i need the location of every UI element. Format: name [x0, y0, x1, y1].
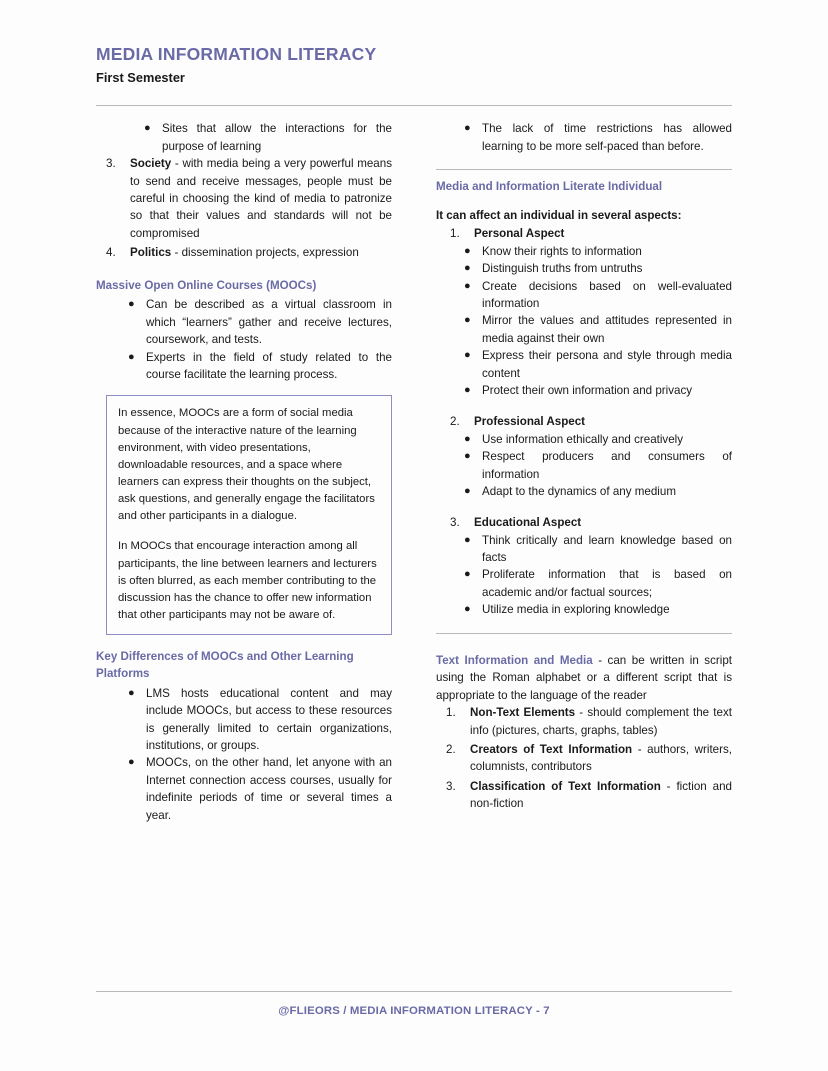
list-item-term: Creators of Text Information [470, 743, 633, 756]
bullet-dot-icon: ● [464, 244, 471, 257]
list-item [96, 120, 392, 155]
list-item-text: Experts in the field of study related to the course facilitate the learning process. [146, 350, 392, 381]
section-heading-moocs: Massive Open Online Courses (MOOCs) [96, 278, 317, 292]
list-number: 3. [446, 779, 456, 793]
list-item-text: MOOCs, on the other hand, let anyone with an Internet connection access courses, usually for indefinite periods of time or several times a year. [146, 756, 392, 822]
list-item-term: Non-Text Elements [470, 706, 576, 720]
list-item [96, 349, 392, 384]
list-item-text: Proliferate information that is based on academic and/or factual sources; [482, 568, 732, 599]
list-item [436, 312, 732, 347]
list-item-text: Know their rights to information [482, 244, 642, 258]
bullet-dot-icon: ● [128, 350, 135, 363]
list-item-text: Think critically and learn knowledge based on facts [482, 533, 732, 565]
list-item-dash: - [171, 246, 182, 260]
bullet-dot-icon: ● [128, 298, 135, 311]
aspect-list-1 [436, 225, 732, 242]
spacer [436, 170, 732, 179]
callout-paragraph: In MOOCs that encourage interaction among all participants, the line between learners and lecturers is often blurred, as each member contributing to the discussion has the chance to offer new information that other participants may not be aware of. [118, 540, 377, 622]
key-differences-section [96, 649, 392, 824]
list-item-term: Classification of Text Information [470, 779, 661, 793]
text-information-intro [436, 652, 732, 705]
text-information-intro-text: - can be written in script using the Roman alphabet or a different script that is appropriate to the language of the reader [436, 653, 732, 702]
aspect-list-3 [436, 514, 732, 531]
list-item-text: Mirror the values and attitudes represented in media against their own [482, 314, 732, 345]
moocs-bullet-list [96, 296, 392, 383]
list-item [436, 431, 732, 448]
list-item-dash: - [632, 743, 648, 756]
right-column [436, 120, 732, 814]
spacer [436, 500, 732, 514]
list-item-text: dissemination projects, expression [181, 246, 359, 260]
spacer [436, 399, 732, 413]
spacer [436, 634, 732, 652]
header-divider [96, 105, 732, 106]
list-item-text: The lack of time restrictions has allowed learning to be more self-paced than before. [482, 122, 732, 153]
list-number: 4. [106, 246, 116, 260]
list-item [436, 566, 732, 601]
list-item-text: Create decisions based on well-evaluated information [482, 279, 732, 310]
page-content [96, 44, 732, 824]
bullet-dot-icon: ● [464, 349, 471, 362]
bullet-dot-icon: ● [464, 383, 471, 396]
bullet-dot-icon: ● [144, 122, 151, 135]
list-item-text: Can be described as a virtual classroom in which “learners” gather and receive lectures, coursework, and tests. [146, 298, 392, 347]
bullet-dot-icon: ● [464, 484, 471, 497]
bullet-dot-icon: ● [464, 432, 471, 445]
list-item [436, 778, 732, 813]
list-item-text: fiction and non-fiction [470, 779, 732, 811]
list-item [436, 704, 732, 739]
aspect-bullets-1 [436, 243, 732, 400]
callout-paragraph: In essence, MOOCs are a form of social media because of the interactive nature of the learning environment, with video presentations, downloadable resources, and a space where learners can express their thoughts on the subject, ask questions, and generally engage the facilitators and other participants in a dialogue. [118, 407, 375, 523]
list-item-dash: - [171, 157, 183, 171]
spacer [436, 155, 732, 169]
list-item [436, 514, 732, 531]
list-item [436, 532, 732, 567]
list-item-text: authors, writers, columnists, contributors [470, 743, 732, 774]
key-differences-bullet-list [96, 685, 392, 824]
bullet-dot-icon: ● [464, 533, 471, 546]
list-item-text: Distinguish truths from untruths [482, 262, 643, 276]
page-title: MEDIA INFORMATION LITERACY [96, 44, 377, 64]
footer-divider [96, 991, 732, 992]
list-item [96, 296, 392, 348]
section-heading-text-information: Text Information and Media [436, 653, 593, 667]
list-item-text: Respect producers and consumers of information [482, 450, 732, 481]
aspect-title: Personal Aspect [474, 227, 565, 241]
list-item-dash: - [575, 706, 588, 720]
list-item-term: Politics [130, 246, 172, 260]
list-item [436, 382, 732, 399]
list-item [436, 601, 732, 618]
two-column-body [96, 120, 732, 823]
section-heading-literate-individual: Media and Information Literate Individual [436, 180, 663, 194]
list-item [436, 413, 732, 430]
list-item-text: Protect their own information and privacy [482, 383, 693, 397]
bullet-dot-icon: ● [464, 603, 471, 616]
list-number: 2. [446, 743, 456, 756]
text-information-section [436, 652, 732, 813]
spacer [96, 264, 392, 278]
aspect-bullets-2 [436, 431, 732, 501]
list-number: 1. [450, 227, 460, 241]
list-item [436, 448, 732, 483]
list-number: 2. [450, 415, 460, 429]
bullet-dot-icon: ● [128, 686, 135, 699]
list-item-text: Utilize media in exploring knowledge [482, 603, 670, 617]
list-item [436, 260, 732, 277]
list-item-text: Use information ethically and creatively [482, 432, 684, 446]
spacer [436, 198, 732, 207]
list-number: 3. [106, 157, 116, 171]
continued-bullet-list-right [436, 120, 732, 155]
list-item [96, 155, 392, 242]
list-item [436, 741, 732, 776]
list-item-dash: - [660, 779, 677, 793]
list-item [96, 244, 392, 261]
literate-individual-lead: It can affect an individual in several aspects: [436, 209, 682, 223]
footer-text: @FLIEORS / MEDIA INFORMATION LITERACY - 7 [278, 1005, 550, 1017]
aspect-title: Professional Aspect [474, 415, 586, 429]
list-item [436, 347, 732, 382]
document-header [96, 44, 732, 106]
continued-bullet-list-left [96, 120, 392, 155]
list-item-text: LMS hosts educational content and may include MOOCs, but access to these resources is generally limited to certain organizations, institutions, or groups. [146, 686, 392, 752]
section-heading-key-differences: Key Differences of MOOCs and Other Learning Platforms [96, 650, 354, 681]
list-item [436, 243, 732, 260]
moocs-section [96, 278, 392, 384]
list-item-text: Sites that allow the interactions for the purpose of learning [162, 122, 392, 153]
list-item-term: Society [130, 157, 172, 171]
list-item-text: with media being a very powerful means to send and receive messages, people must be careful in choosing the kind of media to patronize so that their values and standards will not be compromised [130, 157, 392, 240]
list-item [436, 120, 732, 155]
literate-individual-section [436, 179, 732, 618]
numbered-list-left [96, 155, 392, 261]
list-item-text: Express their persona and style through media content [482, 349, 732, 380]
aspect-list-2 [436, 413, 732, 430]
bullet-dot-icon: ● [464, 122, 471, 135]
page-subtitle: First Semester [96, 70, 185, 86]
bullet-dot-icon: ● [464, 314, 471, 327]
aspect-bullets-3 [436, 532, 732, 619]
list-number: 3. [450, 516, 460, 530]
bullet-dot-icon: ● [464, 450, 471, 463]
left-column [96, 120, 392, 823]
callout-box-moocs [106, 395, 392, 635]
text-information-numbered-list [436, 704, 732, 812]
list-item-text: should complement the text info (pictures, charts, graphs, tables) [470, 706, 732, 737]
bullet-dot-icon: ● [464, 279, 471, 292]
spacer [436, 619, 732, 633]
bullet-dot-icon: ● [128, 756, 135, 769]
list-item [436, 278, 732, 313]
list-item [96, 685, 392, 755]
list-item-text: Adapt to the dynamics of any medium [482, 484, 676, 498]
bullet-dot-icon: ● [464, 262, 471, 275]
list-item [436, 483, 732, 500]
list-number: 1. [446, 706, 456, 720]
aspect-title: Educational Aspect [474, 516, 582, 530]
list-item [96, 754, 392, 824]
bullet-dot-icon: ● [464, 568, 471, 581]
document-footer [96, 991, 732, 1017]
spacer [96, 635, 392, 649]
list-item [436, 225, 732, 242]
